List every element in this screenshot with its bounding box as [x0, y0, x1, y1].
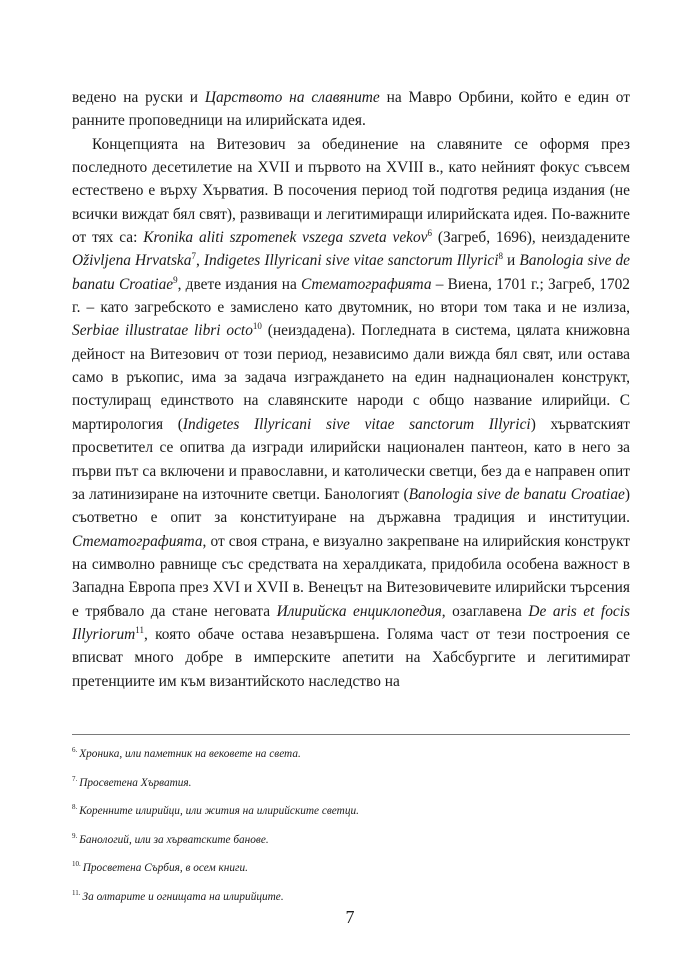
page-body: [72, 86, 630, 693]
text-run: ,: [195, 252, 204, 270]
text-run: , която обаче остава незавършена. Голяма част от тези построения се вписват много добре в имперските апетити на Хабсбургите и легитимират претенциите им към византийското наследство на: [72, 625, 630, 690]
italic-title: Indigetes Illyricani sive vitae sanctorum Illyrici: [203, 252, 499, 270]
footnote-number: 6.: [72, 746, 78, 754]
text-run: ) хърватският просветител се опитва да изгради илирийски национален пантеон, като в него за първи път са включени и православни, и католически светци, без да е направен опит за латинизиране на източните светци. Банологият (: [72, 415, 631, 503]
italic-title: Banologia sive de banatu Croatiae: [72, 252, 631, 293]
text-run: , двете издания на: [177, 275, 301, 293]
italic-title: De aris et focis Illyriorum: [72, 602, 630, 643]
footnote-number: 7.: [72, 774, 78, 783]
italic-title: Indigetes Illyricani sive vitae sanctorum Illyrici: [182, 415, 531, 433]
footnote-text: Просветена Хърватия.: [79, 776, 192, 789]
footnote-ref-8[interactable]: 8: [498, 251, 503, 262]
main-text: [72, 86, 630, 693]
footnote-11: [72, 886, 630, 904]
footnote-number: 10.: [72, 860, 81, 869]
paragraph-1: [72, 86, 630, 133]
footnote-number: 11.: [72, 888, 81, 897]
text-run: ) съответно е опит за конституиране на държавна традиция и институции.: [72, 485, 630, 527]
italic-title: Илирийска енциклопедия: [276, 602, 442, 620]
text-run: , от своя страна, е визуално закрепване на илирийския конструкт на символно равнище със средствата на хералдиката, придобила особена важност в Западна Европа през XVI и XVII в. Венецът на Витезовичевите илирийски търсения е трябвало да стане неговата: [72, 532, 630, 620]
page-number: 7: [345, 907, 355, 927]
footnote-ref-10[interactable]: 10: [252, 321, 262, 332]
footnote-ref-6[interactable]: 6: [427, 227, 433, 238]
footnotes: [72, 734, 630, 914]
italic-title: Kronika aliti szpomenek vszega szveta vekov: [143, 229, 428, 247]
footnote-7: [72, 772, 630, 790]
footnote-text: Коренните илирийци, или жития на илирийските светци.: [79, 804, 359, 817]
footnote-text: Банологий, или за хърватските банове.: [79, 833, 269, 846]
italic-title: Oživljena Hrvatska: [72, 252, 192, 270]
footnote-ref-7[interactable]: 7: [191, 251, 196, 262]
text-run: – Виена, 1701 г.; Загреб, 1702 г. – като загребското е замислено като двутомник, но втори том така и не излиза,: [72, 275, 630, 317]
footnote-text: Просветена Сърбия, в осем книги.: [82, 862, 248, 875]
footnote-9: [72, 829, 630, 847]
text-run: (Загреб, 1696), неиздадените: [432, 229, 630, 247]
footnote-text: Хроника, или паметник на вековете на света.: [79, 747, 301, 760]
paragraph-2: [72, 133, 630, 693]
footnote-ref-11[interactable]: 11: [135, 624, 144, 635]
text-run: , озаглавена: [441, 602, 529, 620]
footnote-10: [72, 857, 630, 875]
footnote-ref-9[interactable]: 9: [173, 274, 178, 285]
italic-title: Serbiae illustratae libri octo: [72, 322, 253, 340]
footnote-6: [72, 743, 630, 761]
text-run: и: [503, 252, 520, 270]
text-run: Концепцията на Витезович за обединение на славяните се оформя през последното десетилетие на XVII и първото на XVIII в., като нейният фокус съвсем естествено е върху Хърватия. В посочения период той подготвя редица издания (не всички виждат бял свят), развиващи и легитимиращи илирийската идея. По-важните от тях са:: [72, 135, 630, 247]
text-run: (неиздадена). Погледната в система, цялата книжовна дейност на Витезович от този период, независимо дали вижда бял свят, или остава само в ръкопис, има за задача изграждането на един наднационален конструкт, постулиращ единството на славянските народи с общо название илирийци. С мартирология (: [72, 322, 630, 433]
italic-title: Стематографията: [300, 275, 432, 293]
footnote-number: 8.: [72, 803, 78, 812]
footnote-text: За олтарите и огнищата на илирийците.: [82, 890, 284, 903]
italic-title: Царството на славяните: [204, 89, 380, 106]
italic-title: Banologia sive de banatu Croatiae: [408, 485, 625, 503]
text-run: ведено на руски и: [72, 89, 205, 106]
text-run: на Мавро Орбини, който е един от ранните проповедници на илирийската идея.: [72, 89, 631, 130]
footnote-number: 9.: [72, 831, 78, 840]
footnote-8: [72, 800, 630, 818]
italic-title: Стематографията: [72, 532, 203, 550]
